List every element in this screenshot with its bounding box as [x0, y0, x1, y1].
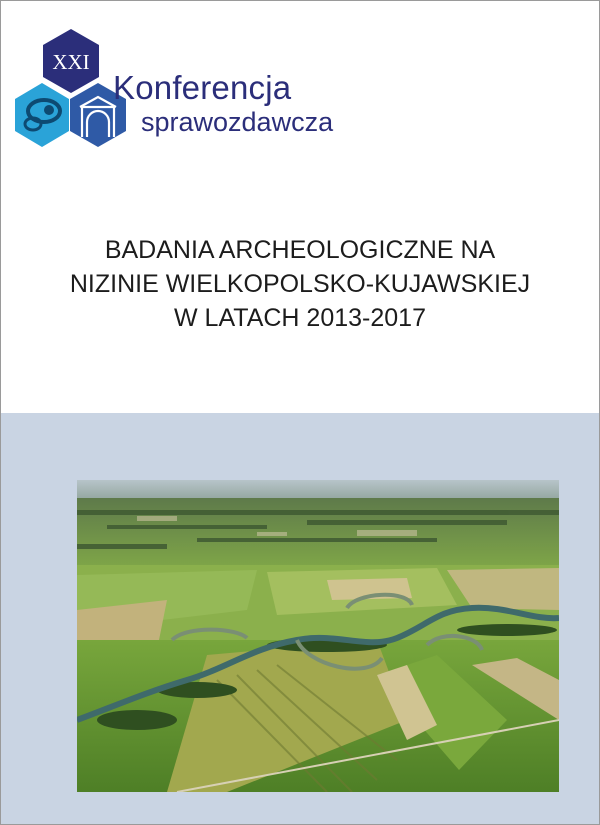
logo-title: Konferencja: [113, 69, 292, 106]
logo-subtitle: sprawozdawcza: [141, 107, 334, 137]
roman-numeral: XXI: [52, 50, 90, 74]
title-line-1: BADANIA ARCHEOLOGICZNE NA: [104, 236, 496, 264]
aerial-landscape-image: [77, 480, 559, 792]
title-line-3: W LATACH 2013-2017: [174, 304, 426, 332]
cover-photo: [77, 480, 559, 792]
document-title: [1, 233, 599, 335]
title-line-2: NIZINIE WIELKOPOLSKO-KUJAWSKIEJ: [69, 270, 531, 298]
conference-logo: [11, 29, 341, 154]
